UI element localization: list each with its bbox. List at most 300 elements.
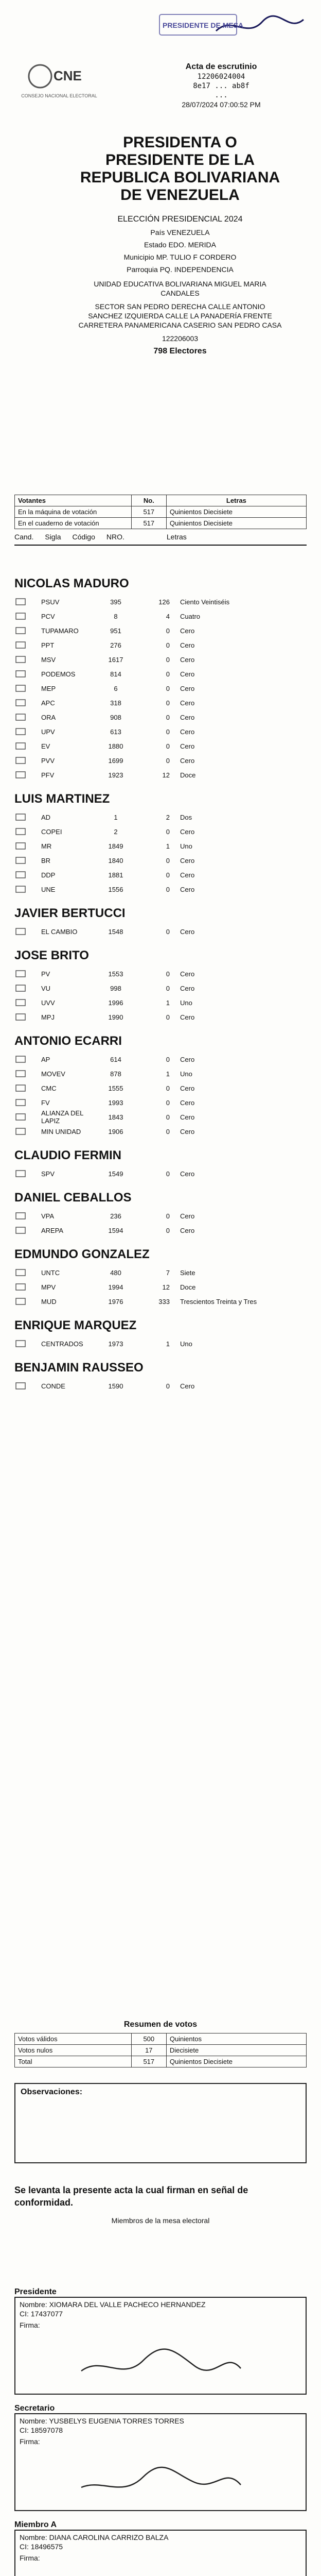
party-row [0, 681, 321, 696]
party-code: 1555 [108, 1084, 123, 1092]
party-logo-icon [15, 985, 26, 992]
party-sigla: MIN UNIDAD [41, 1127, 81, 1136]
party-row [0, 1095, 321, 1110]
table-row [15, 2033, 307, 2045]
party-row [0, 810, 321, 824]
party-row [0, 739, 321, 753]
party-votes: 0 [166, 927, 170, 936]
party-votes-words: Cero [180, 670, 195, 678]
party-votes-words: Cero [180, 1226, 195, 1234]
party-sigla: PFV [41, 771, 55, 779]
party-logo [0, 627, 41, 634]
party-code: 1973 [108, 1340, 123, 1348]
firma-label: Firma: [20, 2554, 40, 2562]
party-row [0, 1336, 321, 1351]
party-logo [0, 699, 41, 706]
party-logo [0, 842, 41, 850]
party-votes-words: Trescientos Treinta y Tres [180, 1297, 257, 1306]
party-logo [0, 1283, 41, 1291]
party-votes-words: Cero [180, 756, 195, 765]
party-row [0, 967, 321, 981]
party-logo [0, 1212, 41, 1219]
acta-code: 12206024004 [197, 73, 245, 81]
party-logo [0, 1056, 41, 1063]
party-row [0, 768, 321, 782]
party-logo-icon [15, 1269, 26, 1276]
party-logo [0, 1170, 41, 1177]
party-logo [0, 598, 41, 605]
municipio: Municipio MP. TULIO F CORDERO [123, 253, 237, 261]
party-row [0, 1166, 321, 1181]
party-votes: 0 [166, 727, 170, 736]
signature-scribble [20, 2563, 297, 2576]
acta-label: Acta de escrutinio [185, 62, 257, 71]
party-sigla: MSV [41, 655, 56, 664]
party-votes: 12 [162, 771, 170, 779]
party-logo [0, 871, 41, 878]
votantes-header: Votantes [15, 495, 132, 506]
party-logo [0, 985, 41, 992]
party-row [0, 868, 321, 882]
party-code: 1923 [108, 771, 123, 779]
party-logo [0, 641, 41, 649]
party-sigla: PV [41, 970, 50, 978]
party-code: 1993 [108, 1098, 123, 1107]
cne-logo-icon [21, 62, 98, 91]
party-code: 1 [114, 813, 118, 821]
party-votes-words: Ciento Veintiséis [180, 598, 230, 606]
direccion: SECTOR SAN PEDRO DERECHA CALLE ANTONIO SANCHEZ IZQUIERDA CALLE LA PANADERÍA FRENTE CARRETERA PANAMERICANA CASERIO SAN PEDRO CASA [78, 302, 282, 329]
party-votes: 1 [166, 998, 170, 1007]
party-sigla: PVV [41, 756, 55, 765]
party-row [0, 924, 321, 939]
party-sigla: FV [41, 1098, 50, 1107]
party-votes: 0 [166, 655, 170, 664]
party-sigla: AP [41, 1055, 50, 1063]
party-sigla: UVV [41, 998, 55, 1007]
party-votes: 7 [166, 1268, 170, 1277]
member-signature [20, 2563, 301, 2576]
party-votes-words: Cero [180, 1170, 195, 1178]
resumen-label: Total [15, 2056, 132, 2067]
member-signature [20, 2446, 301, 2508]
candidate-name: LUIS MARTINEZ [14, 792, 110, 806]
election-name: ELECCIÓN PRESIDENCIAL 2024 [117, 215, 243, 224]
party-votes: 0 [166, 1226, 170, 1234]
member-ci: CI: 18597078 [20, 2426, 63, 2434]
party-votes: 0 [166, 1382, 170, 1390]
party-row [0, 1066, 321, 1081]
party-logo [0, 999, 41, 1006]
party-logo [0, 771, 41, 778]
party-logo [0, 1070, 41, 1077]
party-votes-words: Cero [180, 699, 195, 707]
party-code: 1548 [108, 927, 123, 936]
party-row [0, 667, 321, 681]
party-code: 1553 [108, 970, 123, 978]
party-row [0, 853, 321, 868]
party-votes: 1 [166, 1340, 170, 1348]
party-votes-words: Cero [180, 856, 195, 865]
party-votes: 0 [166, 626, 170, 635]
party-code: 276 [110, 641, 121, 649]
party-logo-icon [15, 627, 26, 634]
party-votes: 0 [166, 699, 170, 707]
candidate-name: ANTONIO ECARRI [14, 1034, 122, 1048]
party-logo-icon [15, 828, 26, 835]
party-code: 998 [110, 984, 121, 992]
page-title: PRESIDENTA O PRESIDENTE DE LA REPUBLICA BOLIVARIANA DE VENEZUELA [80, 134, 280, 204]
party-code: 1881 [108, 871, 123, 879]
party-votes: 1 [166, 842, 170, 850]
estado: Estado EDO. MERIDA [144, 241, 217, 249]
firma-label: Firma: [20, 2437, 40, 2446]
party-code: 1840 [108, 856, 123, 865]
party-logo-icon [15, 714, 26, 721]
votantes-table [14, 495, 307, 529]
party-sigla: MPJ [41, 1013, 55, 1021]
party-logo-icon [15, 757, 26, 764]
party-votes-words: Cero [180, 1013, 195, 1021]
party-votes: 12 [162, 1283, 170, 1291]
party-row [0, 595, 321, 609]
party-logo-icon [15, 1056, 26, 1063]
table-row [15, 2045, 307, 2056]
party-code: 1990 [108, 1013, 123, 1021]
party-sigla: VU [41, 984, 51, 992]
party-sigla: DDP [41, 871, 56, 879]
party-votes-words: Dos [180, 813, 192, 821]
member-role: Miembro A [14, 2520, 57, 2529]
party-sigla: EV [41, 742, 50, 750]
party-votes: 0 [166, 1055, 170, 1063]
party-sigla: COPEI [41, 827, 62, 836]
party-votes: 0 [166, 984, 170, 992]
signature-scribble [20, 2330, 297, 2392]
col-cand: Cand. [14, 533, 34, 541]
party-row [0, 623, 321, 638]
party-votes: 0 [166, 756, 170, 765]
party-row [0, 1223, 321, 1238]
party-logo-icon [15, 699, 26, 706]
party-logo-icon [15, 771, 26, 778]
party-logo [0, 828, 41, 835]
party-votes: 0 [166, 970, 170, 978]
party-sigla: APC [41, 699, 55, 707]
votantes-section [0, 495, 321, 546]
party-logo [0, 1013, 41, 1021]
party-sigla: EL CAMBIO [41, 927, 78, 936]
header-block [77, 134, 283, 357]
member-role: Presidente [14, 2287, 57, 2296]
party-row [0, 1124, 321, 1139]
party-sigla: ORA [41, 713, 56, 721]
party-votes: 0 [166, 1212, 170, 1220]
party-sigla: MEP [41, 684, 56, 692]
col-letras: Letras [166, 533, 187, 541]
col-sigla: Sigla [45, 533, 61, 541]
party-sigla: MR [41, 842, 52, 850]
observaciones-box [14, 2083, 307, 2163]
table-row [15, 518, 307, 529]
party-votes-words: Cuatro [180, 612, 201, 620]
party-votes: 0 [166, 1084, 170, 1092]
votantes-row-words: Quinientos Diecisiete [166, 518, 306, 529]
no-header: No. [131, 495, 166, 506]
party-sigla: PCV [41, 612, 55, 620]
party-logo [0, 1113, 41, 1121]
divider [14, 545, 307, 546]
party-logo-icon [15, 670, 26, 677]
resumen-words: Diecisiete [166, 2045, 306, 2056]
party-logo-icon [15, 857, 26, 864]
centro-votacion: UNIDAD EDUCATIVA BOLIVARIANA MIGUEL MARIA CANDALES [94, 280, 266, 297]
party-votes-words: Cero [180, 885, 195, 893]
party-row [0, 839, 321, 853]
party-votes-words: Cero [180, 641, 195, 649]
party-votes-words: Cero [180, 1055, 195, 1063]
member-signature [20, 2330, 301, 2392]
firmas-intro: Se levanta la presente acta la cual firman en señal de conformidad. [14, 2185, 248, 2208]
member-ci: CI: 18496575 [20, 2543, 63, 2551]
firma-label: Firma: [20, 2321, 40, 2329]
party-votes-words: Uno [180, 1070, 192, 1078]
party-logo [0, 670, 41, 677]
party-logo-icon [15, 728, 26, 735]
party-logo-icon [15, 970, 26, 977]
party-logo-icon [15, 1113, 26, 1121]
party-logo [0, 656, 41, 663]
member-name: Nombre: DIANA CAROLINA CARRIZO BALZA [20, 2533, 169, 2541]
party-sigla: UNTC [41, 1268, 60, 1277]
party-logo [0, 613, 41, 620]
resumen-words: Quinientos [166, 2033, 306, 2045]
party-code: 908 [110, 713, 121, 721]
party-votes: 0 [166, 1170, 170, 1178]
party-votes-words: Cero [180, 626, 195, 635]
party-sigla: BR [41, 856, 51, 865]
party-votes-words: Cero [180, 1113, 195, 1121]
party-logo-icon [15, 1298, 26, 1305]
party-logo [0, 928, 41, 935]
party-logo-icon [15, 1099, 26, 1106]
party-logo [0, 970, 41, 977]
party-votes-words: Cero [180, 1084, 195, 1092]
party-row [0, 1110, 321, 1124]
candidate-name: ENRIQUE MARQUEZ [14, 1318, 137, 1332]
party-votes: 4 [166, 612, 170, 620]
party-code: 1699 [108, 756, 123, 765]
party-votes: 0 [166, 1127, 170, 1136]
party-logo-icon [15, 641, 26, 649]
party-code: 1849 [108, 842, 123, 850]
table-row [15, 2056, 307, 2067]
party-logo-icon [15, 1084, 26, 1092]
party-code: 1906 [108, 1127, 123, 1136]
party-row [0, 710, 321, 724]
party-votes-words: Siete [180, 1268, 195, 1277]
party-votes-words: Cero [180, 970, 195, 978]
party-votes: 0 [166, 856, 170, 865]
candidate-name: JOSE BRITO [14, 948, 89, 962]
party-votes: 0 [166, 713, 170, 721]
party-votes-words: Uno [180, 1340, 192, 1348]
candidate-name: CLAUDIO FERMIN [14, 1148, 121, 1162]
pais: País VENEZUELA [150, 228, 210, 236]
party-votes: 0 [166, 742, 170, 750]
party-row [0, 1010, 321, 1024]
party-logo-icon [15, 656, 26, 663]
party-logo-icon [15, 1227, 26, 1234]
party-code: 2 [114, 827, 118, 836]
hash-line-1: 8e17 ... ab8f [193, 82, 249, 90]
party-votes: 0 [166, 1098, 170, 1107]
party-logo [0, 1340, 41, 1347]
observaciones-label: Observaciones: [21, 2088, 83, 2096]
party-row [0, 638, 321, 652]
party-logo-icon [15, 1013, 26, 1021]
member-block [14, 2287, 307, 2395]
resumen-words: Quinientos Diecisiete [166, 2056, 306, 2067]
party-logo [0, 728, 41, 735]
hash-line-2: ... [215, 91, 228, 99]
party-logo [0, 857, 41, 864]
party-logo-icon [15, 742, 26, 750]
votantes-row-label: En el cuaderno de votación [15, 518, 132, 529]
party-logo-icon [15, 1070, 26, 1077]
party-logo [0, 1227, 41, 1234]
party-row [0, 696, 321, 710]
party-logo-icon [15, 1283, 26, 1291]
party-code: 614 [110, 1055, 121, 1063]
resumen-number: 500 [131, 2033, 166, 2045]
party-code: 1594 [108, 1226, 123, 1234]
party-row [0, 1280, 321, 1294]
member-box [14, 2530, 307, 2576]
candidate-name: EDMUNDO GONZALEZ [14, 1247, 150, 1261]
party-logo [0, 1099, 41, 1106]
party-votes: 126 [158, 598, 170, 606]
party-row [0, 753, 321, 768]
candidate-name: NICOLAS MADURO [14, 577, 129, 590]
party-logo [0, 757, 41, 764]
party-sigla: MUD [41, 1297, 57, 1306]
party-logo-icon [15, 613, 26, 620]
table-header-row [15, 495, 307, 506]
party-row [0, 1052, 321, 1066]
resumen-table [14, 2033, 307, 2067]
electores-count: 798 Electores [153, 347, 207, 355]
party-votes-words: Cero [180, 742, 195, 750]
cne-logo [21, 62, 98, 103]
party-row [0, 652, 321, 667]
members-list [0, 2287, 321, 2576]
party-votes: 0 [166, 684, 170, 692]
party-votes-words: Doce [180, 1283, 196, 1291]
party-row [0, 1209, 321, 1223]
party-code: 1617 [108, 655, 123, 664]
candidates-list [0, 567, 321, 1393]
party-votes: 2 [166, 813, 170, 821]
col-codigo: Código [72, 533, 95, 541]
member-box [14, 2297, 307, 2395]
party-sigla: CMC [41, 1084, 57, 1092]
party-code: 1976 [108, 1297, 123, 1306]
party-votes: 0 [166, 871, 170, 879]
party-votes-words: Cero [180, 1212, 195, 1220]
member-block [14, 2404, 307, 2511]
party-logo [0, 1269, 41, 1276]
table-row [15, 506, 307, 518]
party-row [0, 609, 321, 623]
party-logo [0, 814, 41, 821]
party-votes-words: Cero [180, 984, 195, 992]
party-sigla: TUPAMARO [41, 626, 79, 635]
party-votes-words: Doce [180, 771, 196, 779]
candidate-name: BENJAMIN RAUSSEO [14, 1361, 144, 1375]
resumen-label: Votos nulos [15, 2045, 132, 2056]
party-votes-words: Cero [180, 713, 195, 721]
party-code: 1880 [108, 742, 123, 750]
party-sigla: SPV [41, 1170, 55, 1178]
party-votes: 1 [166, 1070, 170, 1078]
votantes-row-words: Quinientos Diecisiete [166, 506, 306, 518]
party-sigla: PODEMOS [41, 670, 76, 678]
party-votes: 0 [166, 670, 170, 678]
party-votes: 0 [166, 641, 170, 649]
letras-header: Letras [166, 495, 306, 506]
party-code: 1590 [108, 1382, 123, 1390]
resumen-section [0, 2020, 321, 2225]
party-row [0, 1081, 321, 1095]
party-votes-words: Cero [180, 655, 195, 664]
party-votes-words: Uno [180, 842, 192, 850]
party-code: 878 [110, 1070, 121, 1078]
party-logo-icon [15, 928, 26, 935]
member-ci: CI: 17437077 [20, 2310, 63, 2318]
party-sigla: MOVEV [41, 1070, 65, 1078]
parroquia: Parroquia PQ. INDEPENDENCIA [127, 265, 234, 274]
party-row [0, 824, 321, 839]
resumen-label: Votos válidos [15, 2033, 132, 2045]
party-sigla: UPV [41, 727, 55, 736]
party-logo-icon [15, 1170, 26, 1177]
party-sigla: PSUV [41, 598, 60, 606]
party-logo [0, 1298, 41, 1305]
party-votes-words: Cero [180, 1098, 195, 1107]
party-sigla: MPV [41, 1283, 56, 1291]
party-votes-words: Cero [180, 684, 195, 692]
party-code: 236 [110, 1212, 121, 1220]
party-logo-icon [15, 1340, 26, 1347]
party-sigla: CENTRADOS [41, 1340, 83, 1348]
votantes-row-number: 517 [131, 506, 166, 518]
party-code: 8 [114, 612, 118, 620]
votantes-row-number: 517 [131, 518, 166, 529]
party-logo [0, 742, 41, 750]
party-votes-words: Cero [180, 1127, 195, 1136]
party-code: 480 [110, 1268, 121, 1277]
party-logo [0, 886, 41, 893]
party-logo [0, 1084, 41, 1092]
party-logo [0, 685, 41, 692]
party-sigla: PPT [41, 641, 55, 649]
signature-scribble [20, 2446, 297, 2508]
party-logo-icon [15, 685, 26, 692]
party-logo-icon [15, 999, 26, 1006]
party-logo-icon [15, 886, 26, 893]
party-row [0, 981, 321, 995]
